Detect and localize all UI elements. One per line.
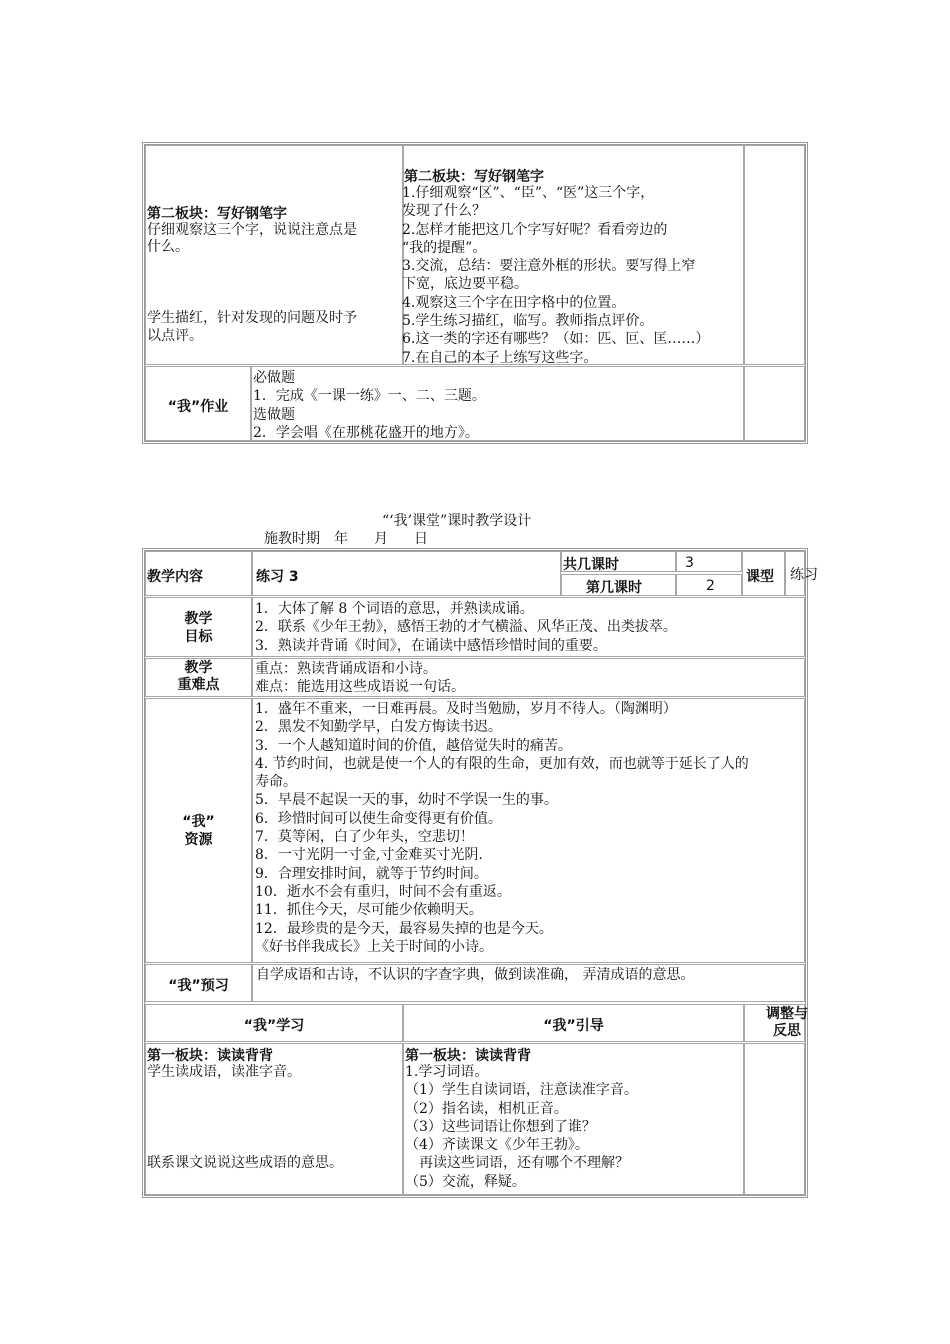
study-header: “我”学习 (243, 1018, 305, 1034)
top-left-heading: 第二板块：写好钢笔字 (147, 206, 287, 222)
resource-item: 8．一寸光阴一寸金,寸金难买寸光阴. (255, 847, 483, 864)
step-line: 下宽，底边要平稳。 (402, 276, 528, 293)
keypoints-label (145, 660, 252, 694)
goal-item: 2．联系《少年王勃》，感悟王勃的才气横溢、风华正茂、出类拔萃。 (255, 619, 677, 636)
reflect-cell (744, 1043, 805, 1195)
document-title: “‘我’课堂”课时教学设计 (382, 513, 532, 529)
goal-item: 1．大体了解 8 个词语的意思，并熟读成诵。 (255, 601, 534, 617)
study-line: 联系课文说说这些成语的意思。 (147, 1155, 343, 1171)
keypoints-list (255, 660, 465, 697)
step-line: 1.仔细观察“区”、“臣”、“医”这三个字， (402, 185, 655, 201)
reflect-header-line: 调整与 (766, 1006, 808, 1022)
guide-heading: 第一板块：读读背背 (405, 1048, 531, 1064)
guide-line: （1）学生自读词语，注意读准字音。 (405, 1082, 638, 1099)
step-line: “我的提醒”。 (402, 239, 487, 256)
resources-list (255, 700, 749, 956)
reflect-header-line: 反思 (773, 1023, 801, 1039)
guide-line: （4）齐读课文《少年王勃》。 (405, 1137, 589, 1154)
homework-line: 1．完成《一课一练》一、二、三题。 (253, 388, 486, 405)
total-periods-label: 共几课时 (563, 557, 619, 573)
content-value: 练习 3 (256, 569, 299, 585)
which-period-label: 第几课时 (586, 580, 642, 596)
date-year-label: 年 (334, 531, 348, 547)
resource-item: 6．珍惜时间可以使生命变得更有价值。 (255, 810, 502, 827)
guide-line: 再读这些词语，还有哪个不理解？ (405, 1155, 629, 1172)
which-period-value: 2 (706, 578, 715, 594)
resource-item: 2．黑发不知勤学早，白发方悔读书迟。 (255, 719, 502, 736)
step-line: 5.学生练习描红，临写。教师指点评价。 (402, 313, 654, 330)
top-right-steps (402, 184, 709, 367)
homework-line: 选做题 (253, 406, 295, 423)
resource-item: 9．合理安排时间，就等于节约时间。 (255, 865, 488, 882)
resource-item: 《好书伴我成长》上关于时间的小诗。 (255, 938, 493, 955)
top-left-line: 什么。 (147, 239, 189, 255)
guide-line: （3）这些词语让你想到了谁？ (405, 1118, 596, 1135)
resource-item: 1．盛年不重来，一日难再晨。及时当勉励，岁月不待人。（陶渊明） (255, 701, 677, 717)
goals-label (145, 610, 252, 646)
resource-item: 7．莫等闲，白了少年头，空悲切！ (255, 829, 474, 846)
resource-item: 4. 节约时间，也就是使一个人的有限的生命，更加有效，而也就等于延长了人的 (255, 755, 749, 772)
content-label: 教学内容 (147, 569, 203, 585)
guide-header: “我”引导 (543, 1018, 604, 1034)
goal-item: 3．熟读并背诵《时间》，在诵读中感悟珍惜时间的重要。 (255, 637, 607, 654)
date-month-label: 月 (374, 531, 388, 547)
homework-label: “我”作业 (167, 399, 229, 415)
step-line: 6.这一类的字还有哪些？（如：匹、叵、匡……） (402, 331, 710, 348)
goals-list (255, 600, 677, 655)
guide-line: 1.学习词语。 (405, 1064, 489, 1080)
resource-item: 10．逝水不会有重归，时间不会有重返。 (255, 883, 511, 900)
top-reflect-cell (744, 145, 805, 365)
teaching-date (264, 530, 428, 548)
study-line: 学生读成语，读准字音。 (147, 1064, 301, 1080)
goals-label-line: 教学 (184, 611, 213, 627)
resource-item: 5．早晨不起误一天的事，幼时不学误一生的事。 (255, 792, 558, 809)
reflect-header (744, 1006, 830, 1040)
preview-label: “我”预习 (168, 978, 229, 994)
resource-item: 寿命。 (255, 774, 297, 791)
step-line: 3.交流，总结：要注意外框的形状。要写得上窄 (402, 258, 696, 275)
total-periods-value: 3 (685, 555, 694, 571)
keypoints-label-line: 重难点 (177, 677, 220, 693)
keypoint-item: 重点：熟读背诵成语和小诗。 (255, 661, 437, 677)
resources-label-line: “我” (182, 814, 215, 830)
lesson-type-value: 练习 (790, 567, 818, 583)
top-left-line: 学生描红，针对发现的问题及时予 (147, 310, 357, 326)
resource-item: 11．抓住今天，尽可能少依赖明天。 (255, 902, 483, 919)
resources-label-line: 资源 (184, 832, 213, 848)
homework-lines (253, 369, 486, 442)
guide-line: （5）交流，释疑。 (405, 1173, 526, 1190)
homework-line: 2．学会唱《在那桃花盛开的地方》。 (253, 424, 479, 441)
preview-text: 自学成语和古诗，不认识的字查字典，做到读准确， 弄清成语的意思。 (256, 967, 695, 983)
homework-reflect-cell (744, 366, 805, 441)
resource-item: 12．最珍贵的是今天，最容易失掉的也是今天。 (255, 920, 553, 937)
guide-steps (405, 1063, 638, 1191)
date-period-label: 施教时期 (264, 531, 320, 547)
step-line: 发现了什么？ (402, 203, 486, 220)
top-right-heading: 第二板块：写好钢笔字 (404, 169, 544, 185)
guide-line: （2）指名读，相机正音。 (405, 1100, 568, 1117)
date-day-label: 日 (414, 531, 428, 547)
study-heading: 第一板块：读读背背 (147, 1048, 273, 1064)
keypoints-label-line: 教学 (184, 660, 213, 676)
lesson-type-label: 课型 (746, 569, 774, 585)
resources-label (145, 813, 252, 849)
homework-line: 必做题 (253, 370, 295, 386)
goals-label-line: 目标 (184, 629, 213, 645)
keypoint-item: 难点：能选用这些成语说一句话。 (255, 679, 465, 696)
resource-item: 3．一个人越知道时间的价值，越倍觉失时的痛苦。 (255, 737, 572, 754)
top-left-line: 以点评。 (147, 328, 203, 344)
step-line: 4.观察这三个字在田字格中的位置。 (402, 294, 626, 311)
step-line: 7.在自己的本子上练写这些字。 (402, 349, 598, 366)
step-line: 2.怎样才能把这几个字写好呢？看看旁边的 (402, 221, 668, 238)
top-left-line: 仔细观察这三个字，说说注意点是 (147, 222, 357, 238)
